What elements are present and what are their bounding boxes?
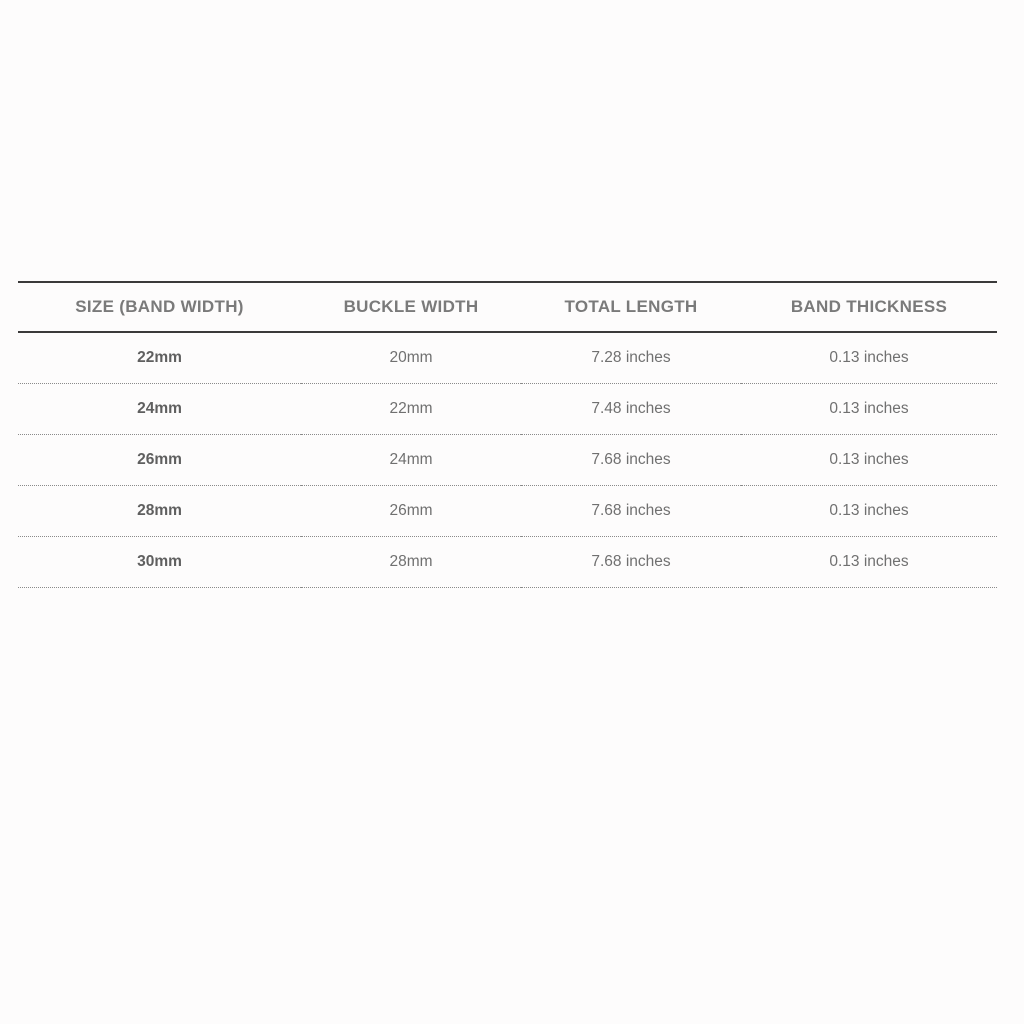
table-row bbox=[18, 435, 997, 486]
buckle-width-cell: 20mm bbox=[301, 332, 521, 384]
header-total-length: TOTAL LENGTH bbox=[564, 297, 698, 316]
buckle-width-cell: 26mm bbox=[301, 486, 521, 537]
header-size: SIZE (BAND WIDTH) bbox=[75, 297, 244, 316]
header-band-thickness: BAND THICKNESS bbox=[790, 297, 948, 316]
band-thickness-cell: 0.13 inches bbox=[741, 537, 997, 588]
total-length-cell: 7.48 inches bbox=[521, 384, 741, 435]
table-row bbox=[18, 537, 997, 588]
band-thickness-cell: 0.13 inches bbox=[741, 384, 997, 435]
size-cell: 30mm bbox=[18, 537, 301, 588]
total-length-cell: 7.68 inches bbox=[521, 435, 741, 486]
total-length-cell: 7.68 inches bbox=[521, 537, 741, 588]
size-cell: 28mm bbox=[18, 486, 301, 537]
size-cell: 22mm bbox=[18, 332, 301, 384]
size-chart-table bbox=[18, 281, 997, 588]
size-cell: 24mm bbox=[18, 384, 301, 435]
table-row bbox=[18, 332, 997, 384]
table-body bbox=[18, 332, 997, 588]
band-thickness-cell: 0.13 inches bbox=[741, 435, 997, 486]
table-row bbox=[18, 384, 997, 435]
header-buckle-width: BUCKLE WIDTH bbox=[343, 297, 479, 316]
buckle-width-cell: 28mm bbox=[301, 537, 521, 588]
size-cell: 26mm bbox=[18, 435, 301, 486]
buckle-width-cell: 22mm bbox=[301, 384, 521, 435]
band-thickness-cell: 0.13 inches bbox=[741, 332, 997, 384]
table-row bbox=[18, 486, 997, 537]
header-row bbox=[18, 282, 997, 332]
buckle-width-cell: 24mm bbox=[301, 435, 521, 486]
table-header bbox=[18, 282, 997, 332]
total-length-cell: 7.28 inches bbox=[521, 332, 741, 384]
band-thickness-cell: 0.13 inches bbox=[741, 486, 997, 537]
total-length-cell: 7.68 inches bbox=[521, 486, 741, 537]
